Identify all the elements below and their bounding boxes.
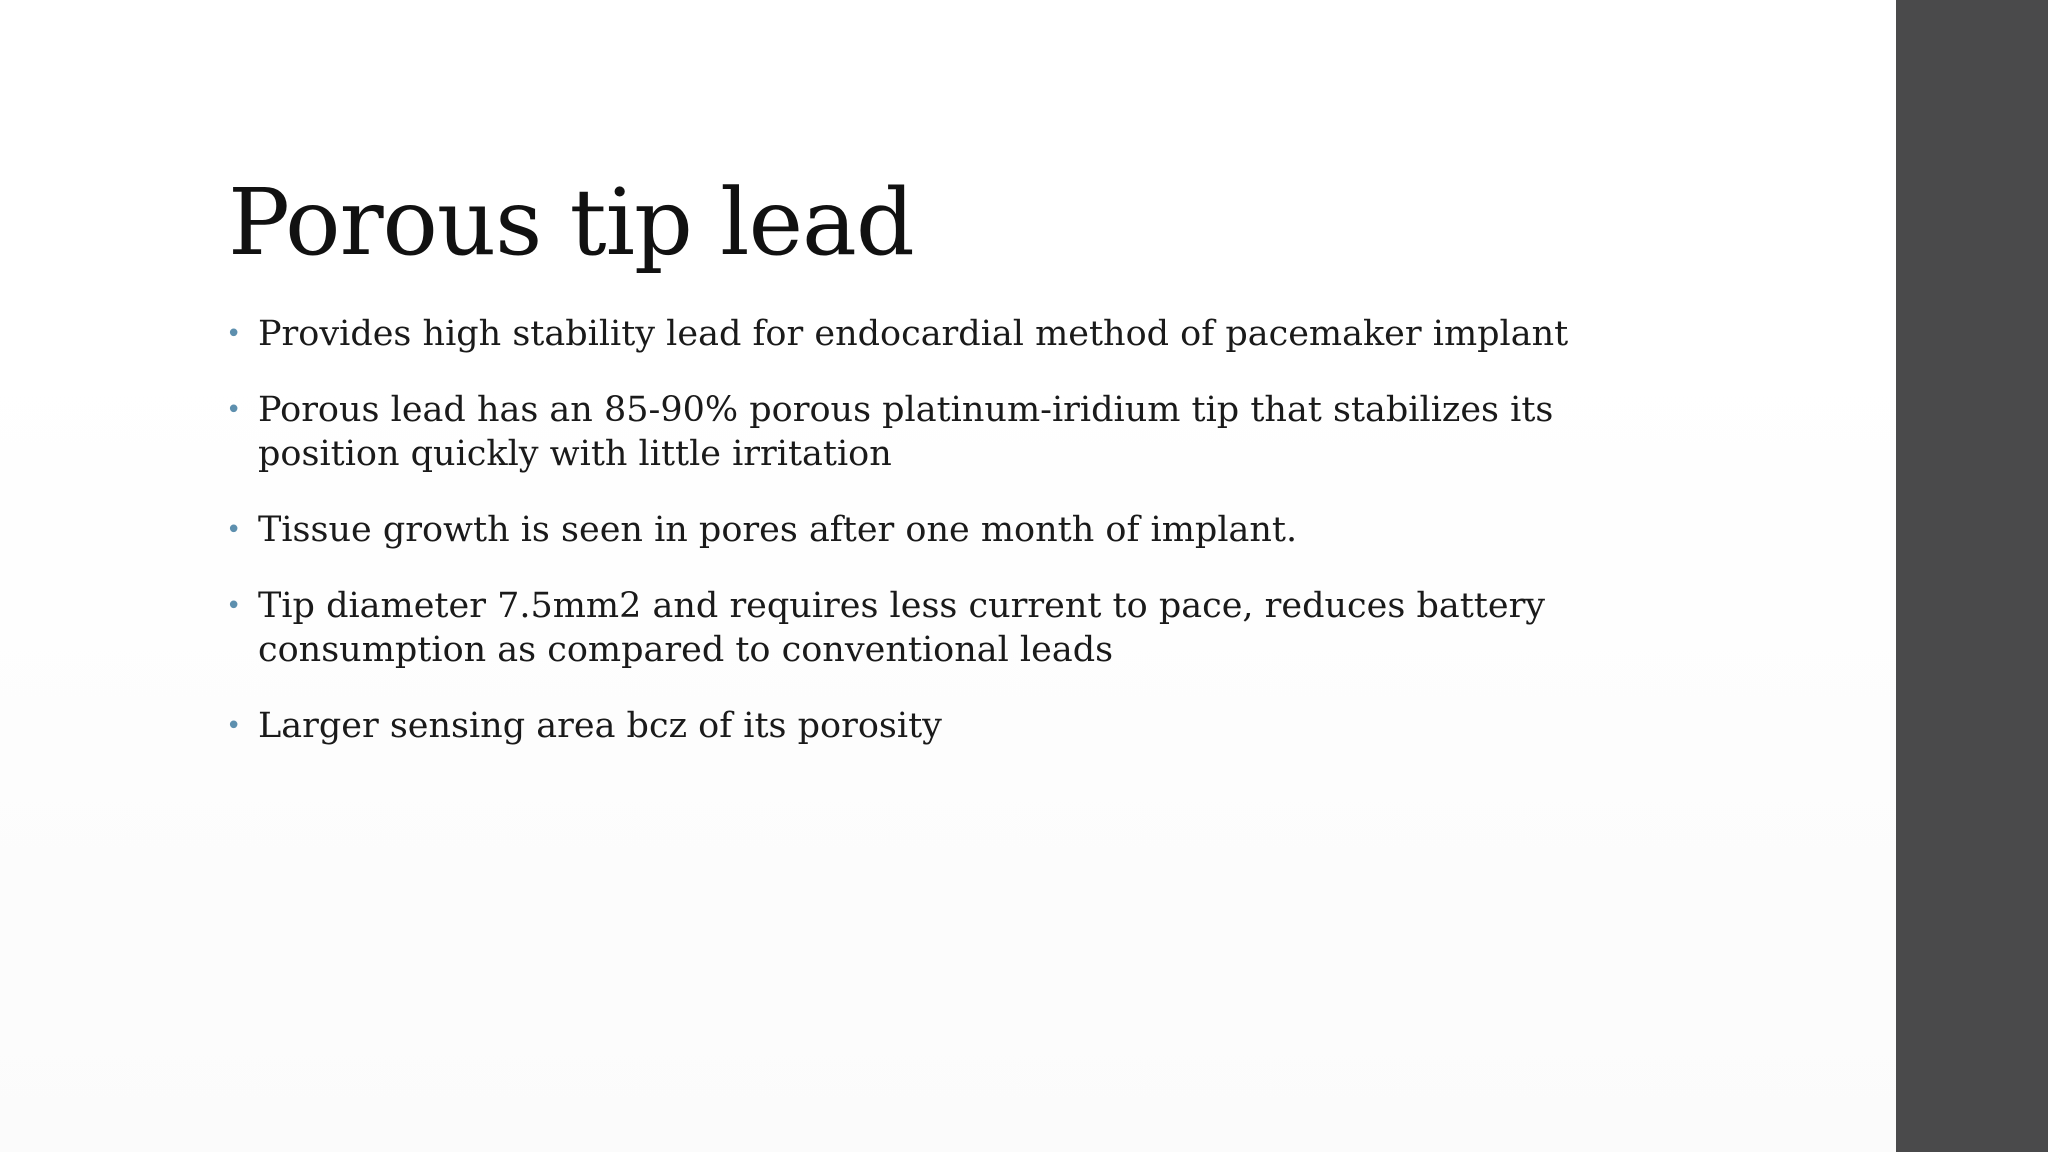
bullet-text: Porous lead has an 85-90% porous platinum-iridium tip that stabilizes its position quickly with little irritation <box>258 390 1554 474</box>
bullet-dot-icon: • <box>226 711 242 741</box>
bullet-text: Tip diameter 7.5mm2 and requires less current to pace, reduces battery consumption as compared to conventional leads <box>258 586 1546 670</box>
bullet-item <box>226 508 1626 552</box>
bullet-dot-icon: • <box>226 395 242 425</box>
bullet-item <box>226 312 1626 356</box>
bullet-item <box>226 388 1626 476</box>
bullet-text: Tissue growth is seen in pores after one month of implant. <box>258 510 1298 550</box>
bullet-item <box>226 704 1626 748</box>
bullet-item <box>226 584 1626 672</box>
bullet-dot-icon: • <box>226 515 242 545</box>
bullet-dot-icon: • <box>226 319 242 349</box>
bullet-text: Larger sensing area bcz of its porosity <box>258 706 942 746</box>
bullet-text: Provides high stability lead for endocardial method of pacemaker implant <box>258 314 1569 354</box>
bullet-dot-icon: • <box>226 591 242 621</box>
bullet-list <box>226 312 1626 780</box>
slide-title: Porous tip lead <box>228 169 914 276</box>
side-accent-bar <box>1896 0 2048 1152</box>
